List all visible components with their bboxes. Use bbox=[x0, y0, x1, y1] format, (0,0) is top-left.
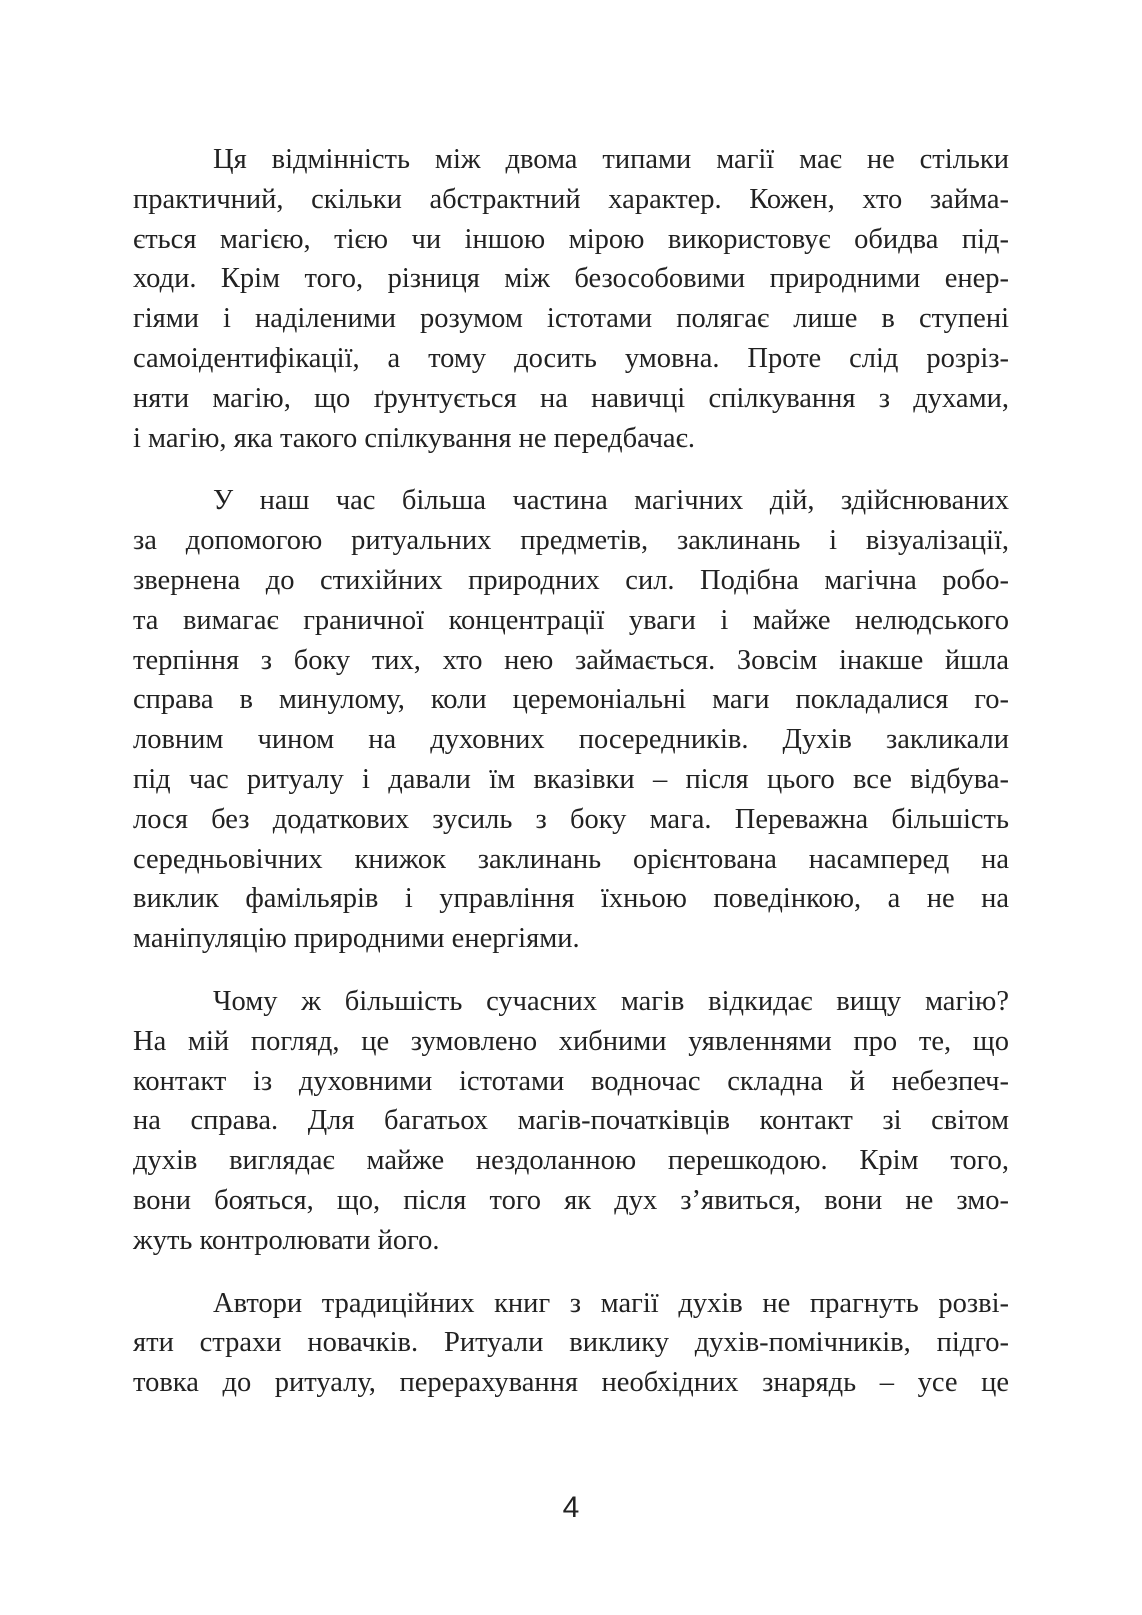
text-line: ловним чином на духовних посередників. Духів закликали bbox=[133, 724, 1009, 756]
text-line: звернена до стихійних природних сил. Подібна магічна робо- bbox=[133, 564, 1009, 596]
text-line: На мій погляд, це зумовлено хибними уявленнями про те, що bbox=[133, 1025, 1009, 1057]
text-line: У наш час більша частина магічних дій, здійснюваних bbox=[213, 485, 1009, 517]
paragraph bbox=[133, 1284, 1009, 1403]
text-line: Ця відмінність між двома типами магії має не стільки bbox=[213, 144, 1009, 175]
page-number: 4 bbox=[562, 1491, 580, 1524]
text-line: ється магією, тією чи іншою мірою використовує обидва під- bbox=[133, 223, 1009, 255]
text-line: гіями і наділеними розумом істотами полягає лише в ступені bbox=[133, 303, 1009, 335]
text-line: няти магію, що ґрунтується на навичці спілкування з духами, bbox=[133, 382, 1009, 414]
text-line: справа в минулому, коли церемоніальні маги покладалися го- bbox=[133, 684, 1009, 716]
text-line: та вимагає граничної концентрації уваги і майже нелюдського bbox=[133, 604, 1009, 636]
paragraph bbox=[133, 140, 1009, 458]
text-line: вони бояться, що, після того як дух з’явиться, вони не змо- bbox=[133, 1184, 1009, 1216]
body-text bbox=[133, 140, 1009, 1426]
text-line: духів виглядає майже нездоланною перешкодою. Крім того, bbox=[133, 1145, 1009, 1177]
text-line: самоідентифікації, а тому досить умовна. Проте слід розріз- bbox=[133, 342, 1009, 374]
text-line: терпіння з боку тих, хто нею займається. Зовсім інакше йшла bbox=[133, 644, 1009, 676]
text-line: товка до ритуалу, перерахування необхідних знарядь – усе це bbox=[133, 1367, 1009, 1399]
text-line: ходи. Крім того, різниця між безособовими природними енер- bbox=[133, 263, 1009, 295]
text-line: під час ритуалу і давали їм вказівки – після цього все відбува- bbox=[133, 763, 1009, 795]
text-line: на справа. Для багатьох магів-початківців контакт зі світом bbox=[133, 1105, 1009, 1137]
text-line: Чому ж більшість сучасних магів відкидає вищу магію? bbox=[213, 985, 1009, 1017]
text-line: яти страхи новачків. Ритуали виклику духів-помічників, підго- bbox=[133, 1327, 1009, 1359]
text-line: і магію, яка такого спілкування не передбачає. bbox=[133, 422, 695, 454]
text-line: практичний, скільки абстрактний характер. Кожен, хто займа- bbox=[133, 183, 1009, 215]
text-line: середньовічних книжок заклинань орієнтована насамперед на bbox=[133, 843, 1009, 875]
paragraph bbox=[133, 481, 1009, 959]
text-line: лося без додаткових зусиль з боку мага. Переважна більшість bbox=[133, 803, 1009, 835]
text-line: маніпуляцію природними енергіями. bbox=[133, 923, 580, 955]
text-line: жуть контролювати його. bbox=[133, 1224, 440, 1256]
text-line: контакт із духовними істотами водночас складна й небезпеч- bbox=[133, 1065, 1009, 1097]
text-line: за допомогою ритуальних предметів, заклинань і візуалізації, bbox=[133, 525, 1009, 557]
text-line: Автори традиційних книг з магії духів не прагнуть розві- bbox=[213, 1287, 1009, 1319]
paragraph bbox=[133, 982, 1009, 1261]
text-line: виклик фамільярів і управління їхньою поведінкою, а не на bbox=[133, 883, 1009, 915]
